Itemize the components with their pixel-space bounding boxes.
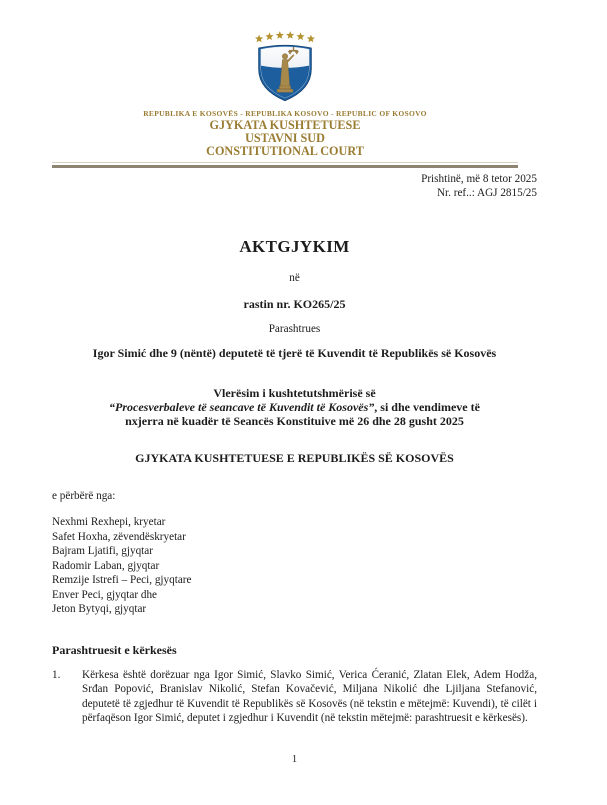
paragraph-1 <box>52 668 537 726</box>
judge-item: Remzije Istrefi – Peci, gjyqtare <box>52 574 192 587</box>
judges-list <box>52 515 537 617</box>
court-name-albanian: GJYKATA KUSHTETUESE <box>209 118 361 132</box>
judge-item: Safet Hoxha, zëvendëskryetar <box>52 530 186 543</box>
subject-line-2-rest: , si dhe vendimeve të <box>374 400 480 415</box>
case-subject <box>52 386 537 429</box>
paragraph-text: Kërkesa është dorëzuar nga Igor Simić, Slavko Simić, Verica Ćeranić, Zlatan Elek, Adem Hodža, Srđan Popović, Branislav Nikolić, Stefan Kovačević, Miljana Nikolić dhe Ljiljana Stefanović, deputetë të zgjedhur të Kuvendit të Republikës së Kosovës (në tekstin e mëtejmë: Kuvendi), të cilët i përfaqëson Igor Simić, deputet i zgjedhur i Kuvendit (në tekstin mëtejmë: parashtruesit e kërkesës). <box>82 668 537 725</box>
subject-line-1: Vlerësim i kushtetutshmërisë së <box>213 385 376 400</box>
star-icon-row <box>255 31 315 42</box>
place-date: Prishtinë, më 8 tetor 2025 <box>421 173 537 185</box>
reference-number: Nr. ref..: AGJ 2815/25 <box>436 186 537 199</box>
judge-item: Radomir Laban, gjyqtar <box>52 559 160 572</box>
document-meta <box>52 173 537 201</box>
judgment-title: AKTGJYKIM <box>239 236 350 256</box>
court-full-name: GJYKATA KUSHTETUESE E REPUBLIKËS SË KOSOVËS <box>135 451 454 466</box>
page-number: 1 <box>291 754 298 765</box>
judge-item: Nexhmi Rexhepi, kryetar <box>52 516 166 529</box>
subject-quoted-title: “Procesverbaleve të seancave të Kuvendit të Kosovës” <box>109 400 375 415</box>
masthead-divider <box>52 162 518 168</box>
court-emblem <box>248 27 322 107</box>
composition-intro: e përbërë nga: <box>52 490 116 503</box>
paragraph-number: 1. <box>52 668 61 681</box>
republic-title-line: REPUBLIKA E KOSOVËS - REPUBLIKA KOSOVO - REPUBLIC OF KOSOVO <box>143 109 427 118</box>
case-number: rastin nr. KO265/25 <box>243 296 346 311</box>
section-heading-applicants: Parashtruesit e kërkesës <box>52 642 177 657</box>
subject-line-2 <box>52 400 537 414</box>
document-content <box>52 0 537 726</box>
judge-item: Enver Peci, gjyqtar dhe <box>52 588 158 601</box>
judge-item: Bajram Ljatifi, gjyqtar <box>52 545 153 558</box>
judgment-preposition: në <box>289 271 300 284</box>
court-masthead <box>52 0 518 168</box>
judge-item: Jeton Bytyqi, gjyqtar <box>52 603 147 616</box>
subject-line-3: nxjerra në kuadër të Seancës Konstituive më 26 dhe 28 gusht 2025 <box>125 414 464 429</box>
court-name-english: CONSTITUTIONAL COURT <box>206 144 364 158</box>
applicant-names: Igor Simić dhe 9 (nëntë) deputetë të tjerë të Kuvendit të Republikës së Kosovës <box>92 345 497 360</box>
court-name-serbian: USTAVNI SUD <box>245 131 325 145</box>
applicant-label: Parashtrues <box>268 322 321 335</box>
